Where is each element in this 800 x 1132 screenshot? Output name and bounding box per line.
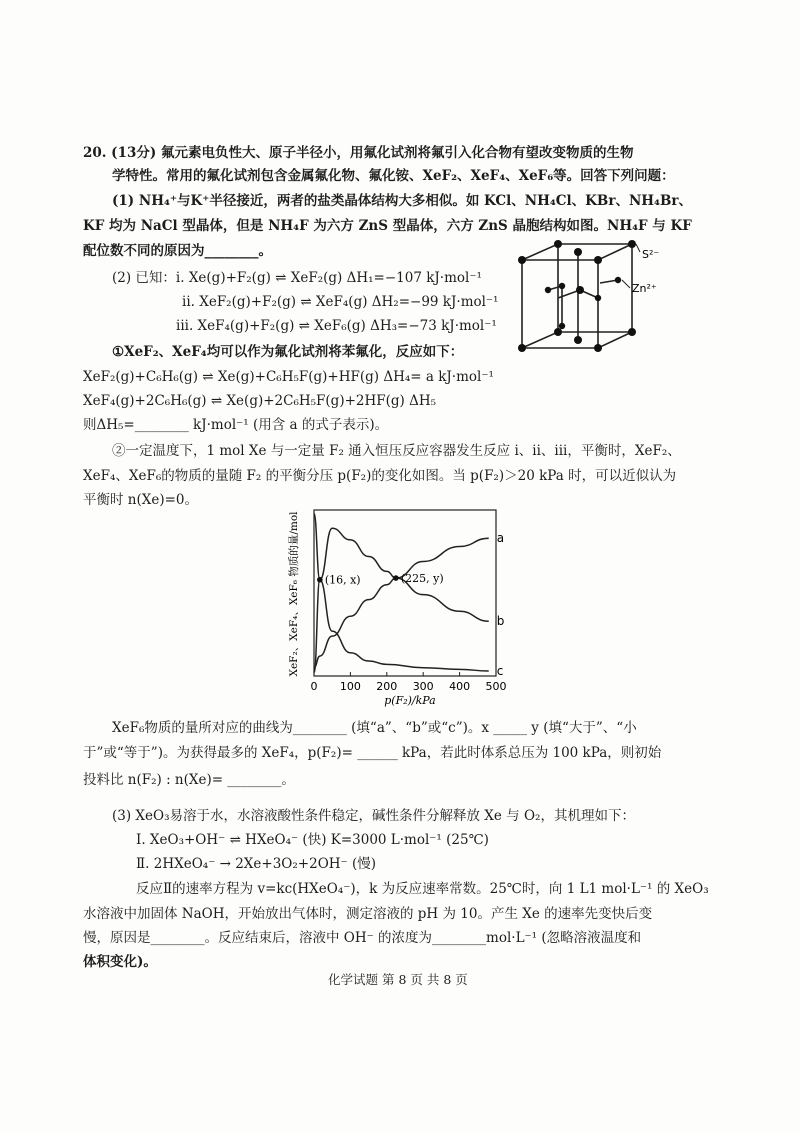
part2-question-line2: 于”或“等于”)。为获得最多的 XeF₄，p(F₂)= ______ kPa，若此时体系总压为 100 kPa，则初始 xyxy=(83,745,662,761)
part2-sub2-line2: XeF₄、XeF₆的物质的量随 F₂ 的平衡分压 p(F₂)的变化如图。当 p(F₂)＞20 kPa 时，可以近似认为 xyxy=(83,468,677,484)
x-tick-label: 300 xyxy=(412,680,434,693)
x-tick-label: 200 xyxy=(376,680,398,693)
part2-question-line3: 投料比 n(F₂) : n(Xe)= ________。 xyxy=(83,772,295,788)
part2-eq-ii: ii. XeF₂(g)+F₂(g) ⇌ XeF₄(g) ΔH₂=−99 kJ·mol⁻¹ xyxy=(182,294,499,310)
series-line-b xyxy=(314,528,489,672)
part2-dh5-blank: 则ΔH₅=________ kJ·mol⁻¹ (用含 a 的式子表示)。 xyxy=(83,417,389,433)
part3-text4: 体积变化)。 xyxy=(83,954,157,970)
part3-text3: 慢，原因是________。反应结束后，溶液中 OH⁻ 的浓度为________mol·L⁻¹ (忽略溶液温度和 xyxy=(83,930,642,946)
xefn-amount-chart xyxy=(286,502,506,708)
part1-line2: KF 均为 NaCl 型晶体，但是 NH₄F 为六方 ZnS 型晶体，六方 ZnS 晶胞结构如图。NH₄F 与 KF xyxy=(83,218,692,234)
x-axis-label: p(F₂)/kPa xyxy=(384,694,436,707)
x-tick-label: 400 xyxy=(449,680,471,693)
part2-eq-i: (2) 已知：i. Xe(g)+F₂(g) ⇌ XeF₂(g) ΔH₁=−107 kJ·mol⁻¹ xyxy=(112,270,482,286)
part2-sub1: ①XeF₂、XeF₄均可以作为氟化试剂将苯氟化，反应如下： xyxy=(112,344,464,360)
part3-text2: 水溶液中加固体 NaOH，开始放出气体时，测定溶液的 pH 为 10。产生 Xe 的速率先变快后变 xyxy=(83,906,653,922)
part3-step1: Ⅰ. XeO₃+OH⁻ ⇌ HXeO₄⁻ (快) K=3000 L·mol⁻¹ (25℃) xyxy=(136,832,489,848)
intersection-point xyxy=(393,575,399,581)
part2-eq-iii: iii. XeF₄(g)+F₂(g) ⇌ XeF₆(g) ΔH₃=−73 kJ·mol⁻¹ xyxy=(176,318,497,334)
x-tick-label: 500 xyxy=(485,680,506,693)
part3-intro: (3) XeO₃易溶于水，水溶液酸性条件稳定，碱性条件分解释放 Xe 与 O₂，其机理如下： xyxy=(112,808,635,824)
part2-reaction2: XeF₄(g)+2C₆H₆(g) ⇌ Xe(g)+2C₆H₅F(g)+2HF(g) ΔH₅ xyxy=(83,393,437,409)
part3-text1: 反应Ⅱ的速率方程为 v=kc(HXeO₄⁻)，k 为反应速率常数。25℃时，向 1 L1 mol·L⁻¹ 的 XeO₃ xyxy=(136,881,709,897)
series-line-c xyxy=(314,513,489,671)
part2-sub2-line1: ②一定温度下，1 mol Xe 与一定量 F₂ 通入恒压反应容器发生反应 i、ii、iii，平衡时，XeF₂、 xyxy=(112,443,681,459)
intersection-label: (16, x) xyxy=(324,573,361,587)
question-intro: 学特性。常用的氟化试剂包含金属氟化物、氟化铵、XeF₂、XeF₄、XeF₆等。回答下列问题： xyxy=(112,168,675,184)
s-ion-label: S²⁻ xyxy=(642,248,660,261)
part3-step2: Ⅱ. 2HXeO₄⁻ → 2Xe+3O₂+2OH⁻ (慢) xyxy=(136,856,376,872)
page-footer: 化学试题 第 8 页 共 8 页 xyxy=(328,972,468,987)
zn-ion-label: Zn²⁺ xyxy=(632,282,657,295)
question-header: 20. (13分) 氟元素电负性大、原子半径小，用氟化试剂将氟引入化合物有望改变物质的生物 xyxy=(83,145,634,161)
zns-unit-cell-figure xyxy=(500,228,660,363)
part1-line3: 配位数不同的原因为________。 xyxy=(83,243,272,259)
part2-question-line1: XeF₆物质的量所对应的曲线为________ (填“a”、“b”或“c”)。x _____ y (填“大于”、“小 xyxy=(112,720,637,736)
series-label-c: c xyxy=(496,664,504,679)
series-line-a xyxy=(314,538,489,667)
part2-reaction1: XeF₂(g)+C₆H₆(g) ⇌ Xe(g)+C₆H₅F(g)+HF(g) ΔH₄= a kJ·mol⁻¹ xyxy=(83,369,494,385)
series-label-a: a xyxy=(496,531,505,546)
part1-line1: (1) NH₄⁺与K⁺半径接近，两者的盐类晶体结构大多相似。如 KCl、NH₄Cl、KBr、NH₄Br、 xyxy=(112,193,692,209)
series-label-b: b xyxy=(496,614,505,629)
intersection-point xyxy=(317,577,323,583)
x-tick-label: 0 xyxy=(310,680,318,693)
y-axis-label: XeF₂、XeF₄、XeF₆ 物质的量/mol xyxy=(288,511,300,677)
part2-sub2-line3: 平衡时 n(Xe)=0。 xyxy=(83,492,199,508)
intersection-label: (225, y) xyxy=(400,572,444,586)
x-tick-label: 100 xyxy=(339,680,361,693)
